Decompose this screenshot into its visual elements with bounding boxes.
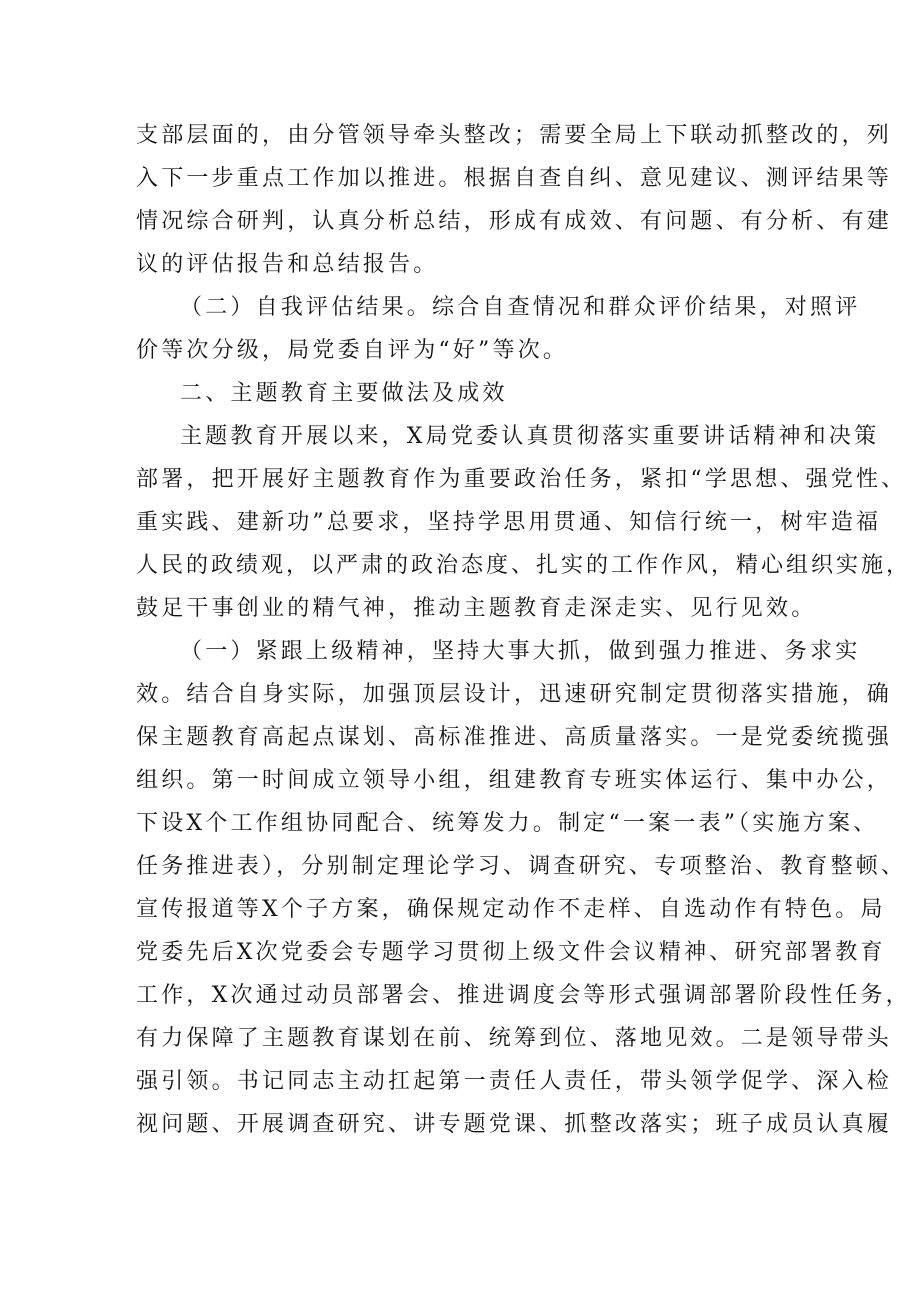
text-line: 入下一步重点工作加以推进。根据自查自纠、意见建议、测评结果等 <box>136 166 893 191</box>
text-line: 价等次分级，局党委自评为“好”等次。 <box>136 338 569 363</box>
text-line: 部署，把开展好主题教育作为重要政治任务，紧扣“学思想、强党性、 <box>136 467 907 492</box>
text-line: 有力保障了主题教育谋划在前、统筹到位、落地见效。二是领导带头 <box>136 1026 893 1051</box>
text-line: 人民的政绩观，以严肃的政治态度、扎实的工作作风，精心组织实施， <box>136 553 912 578</box>
text-line: 效。结合自身实际，加强顶层设计，迅速研究制定贯彻落实措施，确 <box>136 682 893 707</box>
text-line: 党委先后X次党委会专题学习贯彻上级文件会议精神、研究部署教育 <box>136 940 886 965</box>
text-line: 支部层面的，由分管领导牵头整改；需要全局上下联动抓整改的，列 <box>136 123 893 148</box>
paragraph-heading: （二）自我评估结果。综合自查情况和群众评价结果，对照评 <box>180 295 861 320</box>
text-line: 保主题教育高起点谋划、高标准推进、高质量落实。一是党委统揽强 <box>136 725 893 750</box>
text-line: 重实践、建新功”总要求，坚持学思用贯通、知信行统一，树牢造福 <box>136 510 882 535</box>
text-line: 组织。第一时间成立领导小组，组建教育专班实体运行、集中办公， <box>136 768 893 793</box>
paragraph-heading: （一）紧跟上级精神，坚持大事大抓，做到强力推进、务求实 <box>180 639 861 664</box>
text-line: 议的评估报告和总结报告。 <box>136 252 439 277</box>
text-line: 鼓足干事创业的精气神，推动主题教育走深走实、见行见效。 <box>136 596 817 621</box>
text-line: 情况综合研判，认真分析总结，形成有成效、有问题、有分析、有建 <box>136 209 893 234</box>
text-line: 强引领。书记同志主动扛起第一责任人责任，带头领学促学、深入检 <box>136 1069 893 1094</box>
section-heading: 二、主题教育主要做法及成效 <box>180 381 508 406</box>
paragraph-start: 主题教育开展以来，X局党委认真贯彻落实重要讲话精神和决策 <box>180 424 880 449</box>
text-line: 视问题、开展调查研究、讲专题党课、抓整改落实；班子成员认真履 <box>136 1112 893 1137</box>
text-line: 宣传报道等X个子方案，确保规定动作不走样、自选动作有特色。局 <box>136 897 886 922</box>
text-line: 任务推进表），分别制定理论学习、调查研究、专项整治、教育整顿、 <box>136 854 907 879</box>
text-line: 下设X个工作组协同配合、统筹发力。制定“一案一表”（实施方案、 <box>136 811 879 836</box>
text-line: 工作，X次通过动员部署会、推进调度会等形式强调部署阶段性任务， <box>136 983 911 1008</box>
